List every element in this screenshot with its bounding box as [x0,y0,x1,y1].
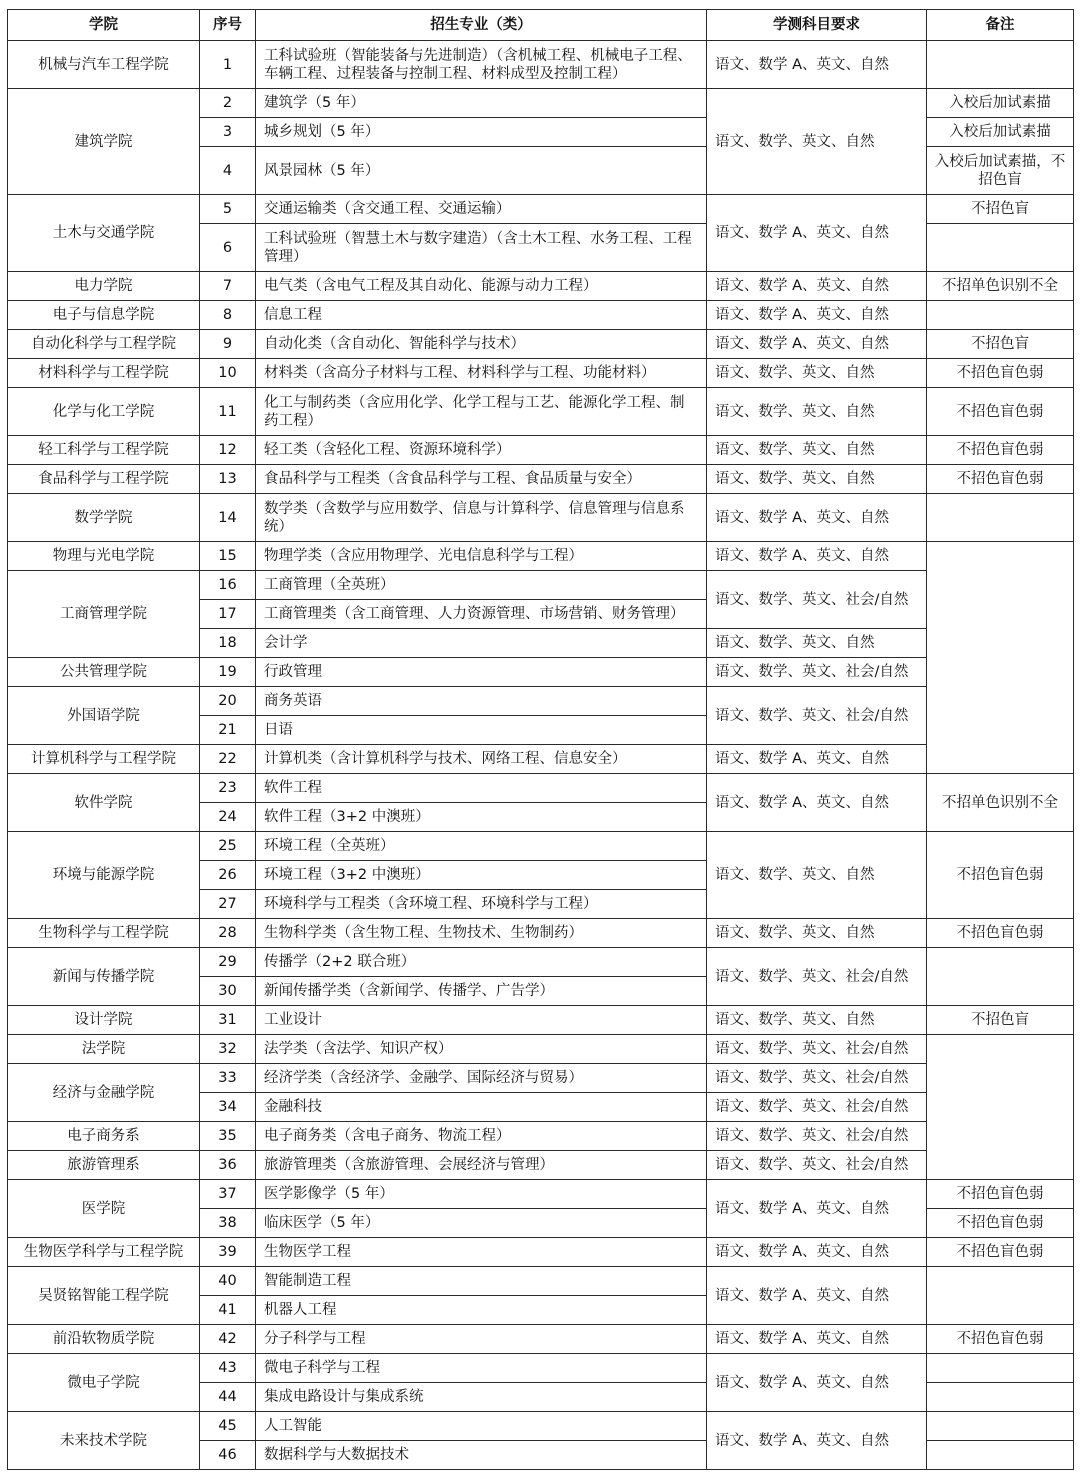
subjects-cell: 语文、数学、英文、社会/自然 [707,1093,927,1122]
major-cell: 旅游管理类（含旅游管理、会展经济与管理） [256,1151,707,1180]
header-note: 备注 [927,10,1074,41]
table-row [8,1151,1074,1180]
note-cell: 不招色盲色弱 [927,1238,1074,1267]
number-cell: 26 [200,861,256,890]
college-cell: 未来技术学院 [8,1412,200,1470]
number-cell: 36 [200,1151,256,1180]
note-cell: 不招单色识别不全 [927,272,1074,301]
major-cell: 生物医学工程 [256,1238,707,1267]
number-cell: 20 [200,687,256,716]
major-cell: 分子科学与工程 [256,1325,707,1354]
number-cell: 5 [200,195,256,224]
note-cell [927,1441,1074,1470]
table-row [8,359,1074,388]
college-cell: 生物科学与工程学院 [8,919,200,948]
table-row [8,658,1074,687]
number-cell: 34 [200,1093,256,1122]
table-row [8,1122,1074,1151]
major-cell: 电气类（含电气工程及其自动化、能源与动力工程） [256,272,707,301]
major-cell: 计算机类（含计算机科学与技术、网络工程、信息安全） [256,745,707,774]
note-cell: 入校后加试素描 [927,89,1074,118]
major-cell: 软件工程 [256,774,707,803]
major-cell: 电子商务类（含电子商务、物流工程） [256,1122,707,1151]
table-row [8,89,1074,118]
number-cell: 6 [200,224,256,272]
number-cell: 44 [200,1383,256,1412]
note-cell: 不招色盲色弱 [927,359,1074,388]
major-cell: 软件工程（3+2 中澳班） [256,803,707,832]
college-cell: 数学学院 [8,494,200,542]
subjects-cell: 语文、数学 A、英文、自然 [707,1238,927,1267]
note-cell: 不招色盲色弱 [927,465,1074,494]
number-cell: 39 [200,1238,256,1267]
college-cell: 轻工科学与工程学院 [8,436,200,465]
college-cell: 机械与汽车工程学院 [8,41,200,89]
major-cell: 物理学类（含应用物理学、光电信息科学与工程） [256,542,707,571]
major-cell: 法学类（含法学、知识产权） [256,1035,707,1064]
major-cell: 材料类（含高分子材料与工程、材料科学与工程、功能材料） [256,359,707,388]
number-cell: 33 [200,1064,256,1093]
number-cell: 27 [200,890,256,919]
subjects-cell: 语文、数学 A、英文、自然 [707,41,927,89]
major-cell: 日语 [256,716,707,745]
subjects-cell: 语文、数学 A、英文、自然 [707,494,927,542]
major-cell: 交通运输类（含交通工程、交通运输） [256,195,707,224]
college-cell: 经济与金融学院 [8,1064,200,1122]
subjects-cell: 语文、数学、英文、社会/自然 [707,687,927,745]
number-cell: 7 [200,272,256,301]
header-subjects: 学测科目要求 [707,10,927,41]
college-cell: 建筑学院 [8,89,200,195]
major-cell: 商务英语 [256,687,707,716]
college-cell: 法学院 [8,1035,200,1064]
major-cell: 工科试验班（智能装备与先进制造）（含机械工程、机械电子工程、车辆工程、过程装备与控制工程、材料成型及控制工程） [256,41,707,89]
table-row [8,774,1074,803]
college-cell: 软件学院 [8,774,200,832]
subjects-cell: 语文、数学 A、英文、自然 [707,1412,927,1470]
note-cell [927,41,1074,89]
college-cell: 环境与能源学院 [8,832,200,919]
major-cell: 生物科学类（含生物工程、生物技术、生物制药） [256,919,707,948]
number-cell: 42 [200,1325,256,1354]
number-cell: 22 [200,745,256,774]
major-cell: 自动化类（含自动化、智能科学与技术） [256,330,707,359]
major-cell: 工商管理（全英班） [256,571,707,600]
college-cell: 物理与光电学院 [8,542,200,571]
note-cell: 不招色盲 [927,195,1074,224]
college-cell: 新闻与传播学院 [8,948,200,1006]
major-cell: 建筑学（5 年） [256,89,707,118]
table-row [8,301,1074,330]
table-row [8,571,1074,600]
college-cell: 土木与交通学院 [8,195,200,272]
number-cell: 43 [200,1354,256,1383]
subjects-cell: 语文、数学 A、英文、自然 [707,195,927,272]
note-cell: 入校后加试素描，不招色盲 [927,147,1074,195]
number-cell: 14 [200,494,256,542]
number-cell: 18 [200,629,256,658]
college-cell: 电子商务系 [8,1122,200,1151]
table-row [8,832,1074,861]
table-row [8,1006,1074,1035]
college-cell: 材料科学与工程学院 [8,359,200,388]
note-cell: 不招色盲色弱 [927,436,1074,465]
number-cell: 32 [200,1035,256,1064]
table-row [8,330,1074,359]
subjects-cell: 语文、数学、英文、社会/自然 [707,1122,927,1151]
note-cell [927,1267,1074,1325]
table-body [8,41,1074,1470]
note-cell: 入校后加试素描 [927,118,1074,147]
number-cell: 15 [200,542,256,571]
subjects-cell: 语文、数学、英文、社会/自然 [707,571,927,629]
note-cell [927,1354,1074,1383]
major-cell: 工科试验班（智慧土木与数字建造）（含土木工程、水务工程、工程管理） [256,224,707,272]
subjects-cell: 语文、数学、英文、社会/自然 [707,948,927,1006]
subjects-cell: 语文、数学 A、英文、自然 [707,774,927,832]
subjects-cell: 语文、数学、英文、自然 [707,832,927,919]
number-cell: 8 [200,301,256,330]
note-cell [927,948,1074,1006]
table-row [8,1412,1074,1441]
major-cell: 数据科学与大数据技术 [256,1441,707,1470]
college-cell: 设计学院 [8,1006,200,1035]
major-cell: 临床医学（5 年） [256,1209,707,1238]
number-cell: 37 [200,1180,256,1209]
note-cell: 不招色盲 [927,1006,1074,1035]
number-cell: 24 [200,803,256,832]
table-row [8,41,1074,89]
college-cell: 医学院 [8,1180,200,1238]
major-cell: 环境科学与工程类（含环境工程、环境科学与工程） [256,890,707,919]
college-cell: 前沿软物质学院 [8,1325,200,1354]
number-cell: 31 [200,1006,256,1035]
major-cell: 智能制造工程 [256,1267,707,1296]
subjects-cell: 语文、数学、英文、自然 [707,89,927,195]
table-row [8,195,1074,224]
number-cell: 46 [200,1441,256,1470]
note-cell: 不招色盲 [927,330,1074,359]
number-cell: 1 [200,41,256,89]
table-row [8,687,1074,716]
college-cell: 旅游管理系 [8,1151,200,1180]
number-cell: 30 [200,977,256,1006]
college-cell: 工商管理学院 [8,571,200,658]
subjects-cell: 语文、数学 A、英文、自然 [707,745,927,774]
number-cell: 19 [200,658,256,687]
major-cell: 人工智能 [256,1412,707,1441]
subjects-cell: 语文、数学 A、英文、自然 [707,330,927,359]
number-cell: 29 [200,948,256,977]
college-cell: 公共管理学院 [8,658,200,687]
table-row [8,948,1074,977]
subjects-cell: 语文、数学、英文、社会/自然 [707,1151,927,1180]
number-cell: 23 [200,774,256,803]
note-cell: 不招单色识别不全 [927,774,1074,832]
major-cell: 化工与制药类（含应用化学、化学工程与工艺、能源化学工程、制药工程） [256,388,707,436]
major-cell: 医学影像学（5 年） [256,1180,707,1209]
number-cell: 12 [200,436,256,465]
note-cell: 不招色盲色弱 [927,1180,1074,1209]
major-cell: 集成电路设计与集成系统 [256,1383,707,1412]
table-row [8,1064,1074,1093]
subjects-cell: 语文、数学 A、英文、自然 [707,542,927,571]
header-number: 序号 [200,10,256,41]
header-college: 学院 [8,10,200,41]
major-cell: 工业设计 [256,1006,707,1035]
number-cell: 17 [200,600,256,629]
major-cell: 信息工程 [256,301,707,330]
note-cell: 不招色盲色弱 [927,1209,1074,1238]
subjects-cell: 语文、数学、英文、自然 [707,359,927,388]
note-cell [927,301,1074,330]
college-cell: 微电子学院 [8,1354,200,1412]
number-cell: 45 [200,1412,256,1441]
subjects-cell: 语文、数学、英文、自然 [707,388,927,436]
note-cell: 不招色盲色弱 [927,832,1074,919]
number-cell: 3 [200,118,256,147]
admissions-table [7,9,1074,1470]
college-cell: 生物医学科学与工程学院 [8,1238,200,1267]
note-cell: 不招色盲色弱 [927,388,1074,436]
major-cell: 会计学 [256,629,707,658]
table-row [8,1325,1074,1354]
note-cell [927,1035,1074,1180]
major-cell: 风景园林（5 年） [256,147,707,195]
subjects-cell: 语文、数学 A、英文、自然 [707,1267,927,1325]
table-row [8,1354,1074,1383]
header-major: 招生专业（类） [256,10,707,41]
subjects-cell: 语文、数学 A、英文、自然 [707,1325,927,1354]
number-cell: 4 [200,147,256,195]
note-cell: 不招色盲色弱 [927,1325,1074,1354]
major-cell: 机器人工程 [256,1296,707,1325]
subjects-cell: 语文、数学、英文、自然 [707,629,927,658]
table-row [8,465,1074,494]
subjects-cell: 语文、数学、英文、自然 [707,465,927,494]
major-cell: 环境工程（全英班） [256,832,707,861]
number-cell: 16 [200,571,256,600]
note-cell [927,494,1074,542]
major-cell: 食品科学与工程类（含食品科学与工程、食品质量与安全） [256,465,707,494]
college-cell: 自动化科学与工程学院 [8,330,200,359]
college-cell: 外国语学院 [8,687,200,745]
major-cell: 新闻传播学类（含新闻学、传播学、广告学） [256,977,707,1006]
note-cell [927,1412,1074,1441]
number-cell: 40 [200,1267,256,1296]
table-row [8,1267,1074,1296]
number-cell: 25 [200,832,256,861]
subjects-cell: 语文、数学、英文、社会/自然 [707,1064,927,1093]
number-cell: 10 [200,359,256,388]
note-cell [927,224,1074,272]
major-cell: 传播学（2+2 联合班） [256,948,707,977]
table-row [8,1180,1074,1209]
number-cell: 41 [200,1296,256,1325]
major-cell: 环境工程（3+2 中澳班） [256,861,707,890]
note-cell: 不招色盲色弱 [927,919,1074,948]
major-cell: 城乡规划（5 年） [256,118,707,147]
note-cell [927,542,1074,774]
number-cell: 35 [200,1122,256,1151]
subjects-cell: 语文、数学、英文、自然 [707,436,927,465]
number-cell: 13 [200,465,256,494]
table-row [8,1035,1074,1064]
subjects-cell: 语文、数学 A、英文、自然 [707,301,927,330]
table-row [8,272,1074,301]
subjects-cell: 语文、数学、英文、社会/自然 [707,1035,927,1064]
table-row [8,1238,1074,1267]
major-cell: 微电子科学与工程 [256,1354,707,1383]
college-cell: 电力学院 [8,272,200,301]
note-cell [927,1383,1074,1412]
major-cell: 金融科技 [256,1093,707,1122]
subjects-cell: 语文、数学、英文、自然 [707,919,927,948]
number-cell: 2 [200,89,256,118]
table-row [8,388,1074,436]
table-row [8,542,1074,571]
college-cell: 计算机科学与工程学院 [8,745,200,774]
college-cell: 食品科学与工程学院 [8,465,200,494]
subjects-cell: 语文、数学、英文、自然 [707,1006,927,1035]
table-row [8,745,1074,774]
number-cell: 38 [200,1209,256,1238]
number-cell: 28 [200,919,256,948]
college-cell: 化学与化工学院 [8,388,200,436]
table-row [8,436,1074,465]
college-cell: 吴贤铭智能工程学院 [8,1267,200,1325]
subjects-cell: 语文、数学 A、英文、自然 [707,272,927,301]
major-cell: 行政管理 [256,658,707,687]
major-cell: 经济学类（含经济学、金融学、国际经济与贸易） [256,1064,707,1093]
number-cell: 11 [200,388,256,436]
number-cell: 9 [200,330,256,359]
table-row [8,919,1074,948]
subjects-cell: 语文、数学 A、英文、自然 [707,1354,927,1412]
subjects-cell: 语文、数学、英文、社会/自然 [707,658,927,687]
table-header-row [8,10,1074,41]
table-row [8,494,1074,542]
number-cell: 21 [200,716,256,745]
college-cell: 电子与信息学院 [8,301,200,330]
subjects-cell: 语文、数学 A、英文、自然 [707,1180,927,1238]
major-cell: 轻工类（含轻化工程、资源环境科学） [256,436,707,465]
major-cell: 工商管理类（含工商管理、人力资源管理、市场营销、财务管理） [256,600,707,629]
major-cell: 数学类（含数学与应用数学、信息与计算科学、信息管理与信息系统） [256,494,707,542]
